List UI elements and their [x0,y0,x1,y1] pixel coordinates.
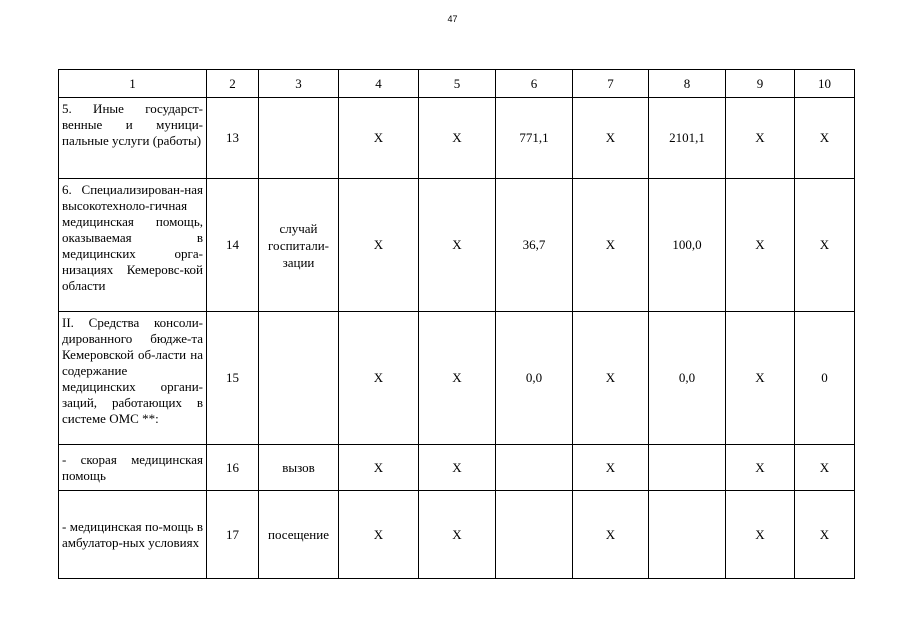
column-header: 10 [795,70,855,98]
row-unit: вызов [259,445,339,491]
table-cell: 0,0 [649,312,726,445]
column-header: 8 [649,70,726,98]
row-unit [259,98,339,179]
column-header: 6 [496,70,573,98]
table-cell: X [726,98,795,179]
table-row [59,491,855,579]
data-table [58,69,855,579]
row-unit: случай госпитали-зации [259,179,339,312]
table-row [59,312,855,445]
row-code: 14 [207,179,259,312]
table-cell: X [419,312,496,445]
table-cell: 36,7 [496,179,573,312]
row-description: - медицинская по-мощь в амбулатор-ных условиях [59,491,207,579]
table-cell: 0,0 [496,312,573,445]
column-header: 2 [207,70,259,98]
table-cell: 2101,1 [649,98,726,179]
table-cell: X [339,179,419,312]
table-cell [496,491,573,579]
header-row [59,70,855,98]
table-cell: X [573,491,649,579]
table-cell: X [573,312,649,445]
table-row [59,445,855,491]
table-cell: X [339,312,419,445]
row-description: - скорая медицинская помощь [59,445,207,491]
table-cell: X [419,179,496,312]
table-cell: X [795,491,855,579]
row-code: 15 [207,312,259,445]
column-header: 5 [419,70,496,98]
table-cell: 771,1 [496,98,573,179]
table-cell [649,445,726,491]
table-cell: X [795,98,855,179]
table-cell: X [795,179,855,312]
table-cell: X [419,445,496,491]
table-cell: X [573,179,649,312]
table-cell: X [339,445,419,491]
row-code: 13 [207,98,259,179]
column-header: 1 [59,70,207,98]
column-header: 4 [339,70,419,98]
column-header: 9 [726,70,795,98]
table-cell: X [573,445,649,491]
table-cell: 0 [795,312,855,445]
row-unit [259,312,339,445]
row-description: 5. Иные государст-венные и муници-пальные услуги (работы) [59,98,207,179]
table-cell: X [726,179,795,312]
table-cell [649,491,726,579]
page-number: 47 [447,14,458,24]
table-row [59,179,855,312]
row-code: 17 [207,491,259,579]
table-cell: X [339,98,419,179]
table-cell: X [726,445,795,491]
table-cell [496,445,573,491]
column-header: 3 [259,70,339,98]
row-code: 16 [207,445,259,491]
column-header: 7 [573,70,649,98]
table-cell: X [726,312,795,445]
table-cell: X [419,98,496,179]
table-cell: X [419,491,496,579]
row-unit: посещение [259,491,339,579]
table-cell: X [726,491,795,579]
table-cell: 100,0 [649,179,726,312]
table-cell: X [573,98,649,179]
table-row [59,98,855,179]
row-description: II. Средства консоли-дированного бюдже-та Кемеровской об-ласти на содержание медицинских органи-заций, работающих в системе ОМС **: [59,312,207,445]
table-cell: X [795,445,855,491]
row-description: 6. Специализирован-ная высокотехноло-гичная медицинская помощь, оказываемая в медицинских орга-низациях Кемеровс-кой области [59,179,207,312]
table-cell: X [339,491,419,579]
